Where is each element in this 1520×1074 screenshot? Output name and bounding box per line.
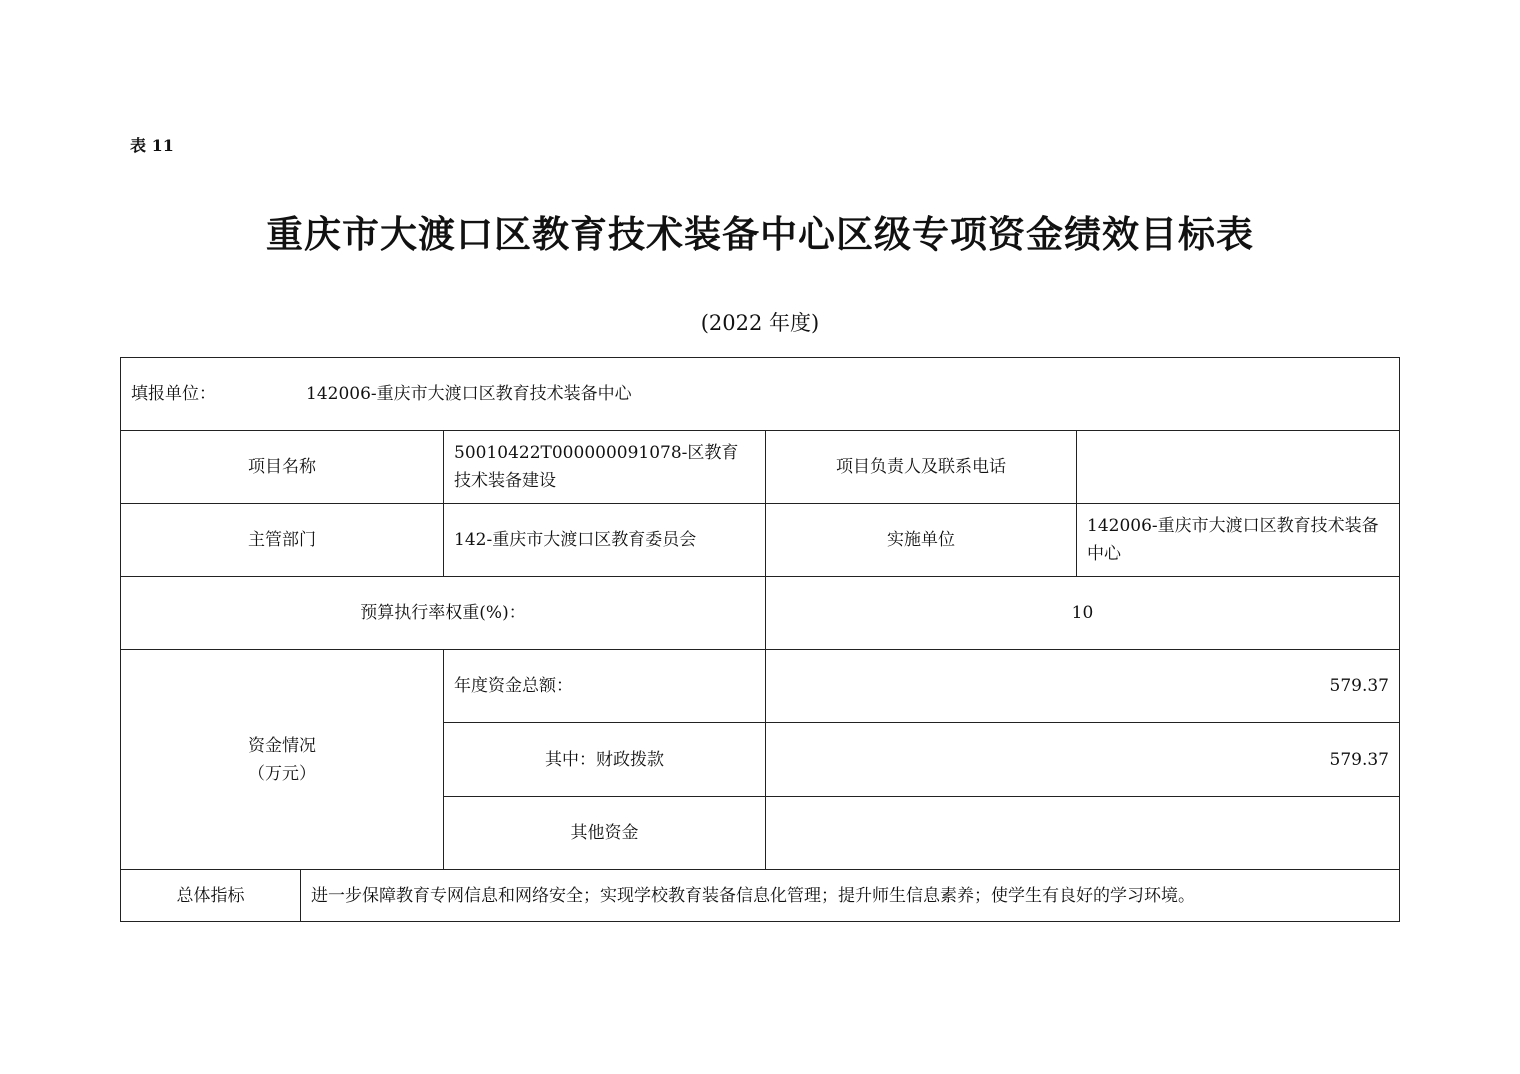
budget-rate-value: 10 [766, 577, 1400, 650]
reporting-unit-cell [121, 358, 1400, 431]
impl-unit-value: 142006-重庆市大渡口区教育技术装备中心 [1077, 504, 1400, 577]
impl-unit-label: 实施单位 [766, 504, 1077, 577]
funds-label [121, 650, 444, 870]
annual-total-row [121, 650, 1400, 723]
project-name-label: 项目名称 [121, 431, 444, 504]
contact-label: 项目负责人及联系电话 [766, 431, 1077, 504]
overall-target-row [121, 870, 1400, 922]
page-title: 重庆市大渡口区教育技术装备中心区级专项资金绩效目标表 [266, 213, 1254, 256]
fiscal-value: 579.37 [766, 723, 1400, 797]
overall-target-label: 总体指标 [121, 870, 301, 922]
other-funds-label: 其他资金 [444, 797, 766, 870]
fiscal-year: (2022 年度) [700, 311, 820, 335]
budget-rate-label: 预算执行率权重(%)： [121, 577, 766, 650]
other-funds-value [766, 797, 1400, 870]
contact-value [1077, 431, 1400, 504]
reporting-unit-row [121, 358, 1400, 431]
table-number: 表 11 [130, 136, 174, 155]
overall-target-value: 进一步保障教育专网信息和网络安全；实现学校教育装备信息化管理；提升师生信息素养；使学生有良好的学习环境。 [301, 870, 1400, 922]
fiscal-label: 其中：财政拨款 [444, 723, 766, 797]
dept-label: 主管部门 [121, 504, 444, 577]
project-row [121, 431, 1400, 504]
dept-value: 142-重庆市大渡口区教育委员会 [444, 504, 766, 577]
budget-rate-row [121, 577, 1400, 650]
reporting-unit-value: 142006-重庆市大渡口区教育技术装备中心 [306, 384, 632, 404]
department-row [121, 504, 1400, 577]
annual-total-value: 579.37 [766, 650, 1400, 723]
funds-label-line1: 资金情况 [248, 735, 316, 756]
annual-total-label: 年度资金总额： [444, 650, 766, 723]
reporting-unit-label: 填报单位： [131, 384, 216, 404]
funds-label-line2: （万元） [248, 763, 316, 784]
performance-target-table [120, 357, 1400, 922]
project-name-value: 50010422T000000091078-区教育技术装备建设 [444, 431, 766, 504]
